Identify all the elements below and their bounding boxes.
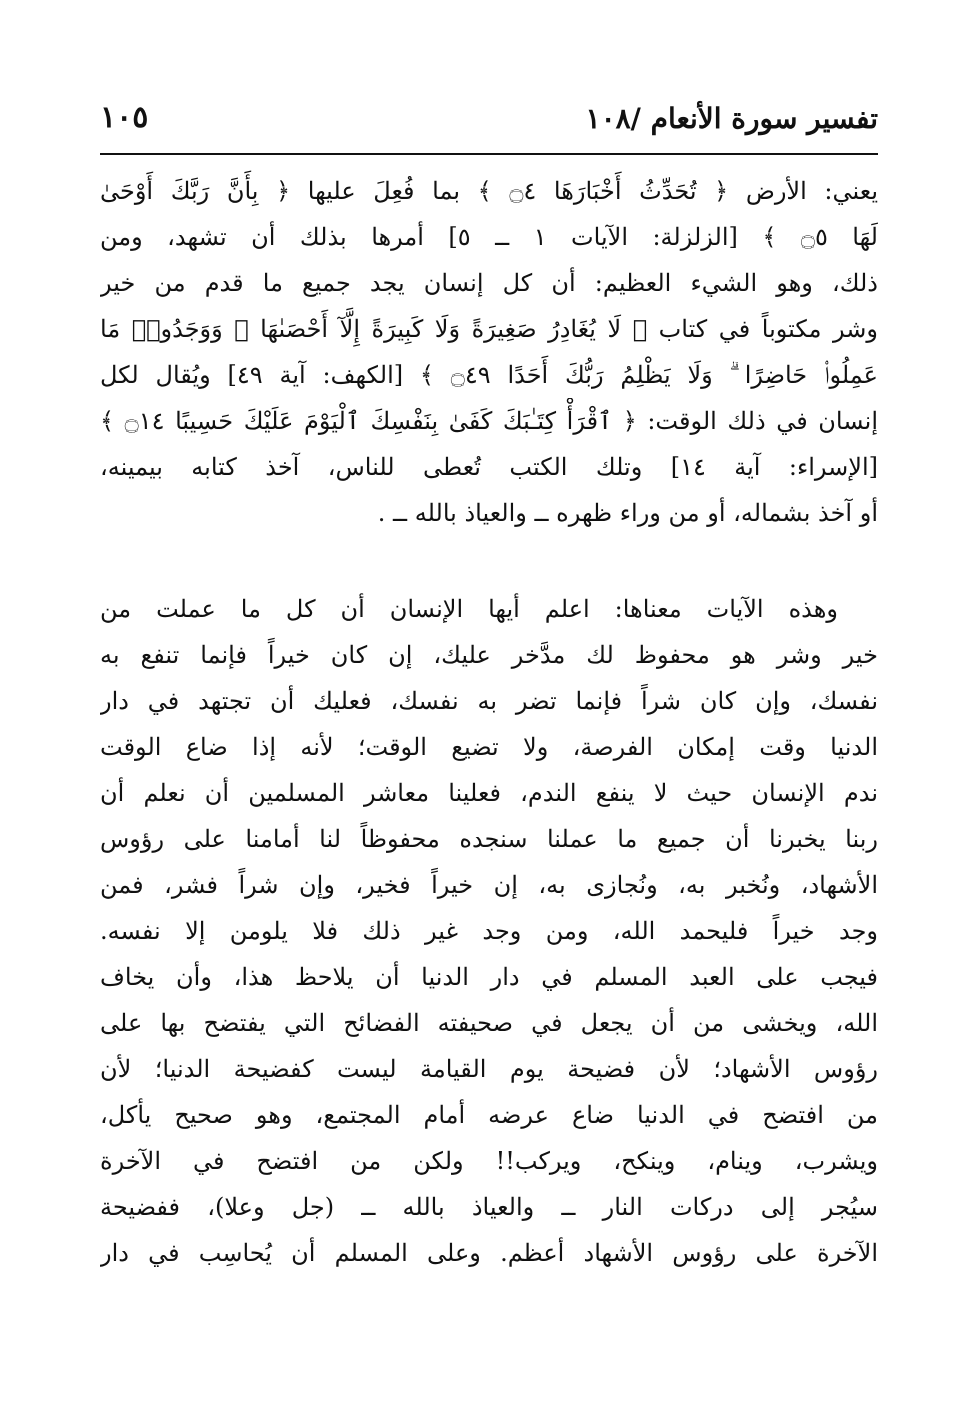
text-line: [الإسراء: آية ١٤] وتلك الكتب تُعطى للناس، آخذ كتابه بيمينه، [100,453,878,481]
paragraph-1 [100,168,878,536]
text-line: من افتضح في الدنيا ضاع عرضه أمام المجتمع، وهو صحيح يأكل، [100,1101,878,1129]
text-line: وهذه الآيات معناها: اعلم أيها الإنسان أن كل ما عملت من [100,595,838,623]
text-line: ويشرب، وينام، وينكح، ويركب!! ولكن من افتضح في الآخرة [100,1147,878,1175]
text-line: سيُجر إلى دركات النار ــ والعياذ بالله ــ (جل وعلا)، ففضيحة [100,1193,878,1221]
page-body [100,168,878,1276]
page-number: ١٠٥ [100,100,149,135]
text-line: الآخرة على رؤوس الأشهاد أعظم. وعلى المسلم أن يُحاسِب في دار [100,1239,878,1267]
text-line: ندم الإنسان حيث لا ينفع الندم، فعلينا معاشر المسلمين أن نعلم أن [100,779,878,807]
paragraph-2 [100,586,878,1276]
page-header [100,100,878,148]
text-line: عَمِلُوا۟ حَاضِرًا ۗ وَلَا يَظْلِمُ رَبُّكَ أَحَدًا ۝٤٩ ﴾ [الكهف: آية ٤٩] ويُقال لكل [100,361,878,389]
text-line: الله، ويخشى من أن يجعل في صحيفته الفضائح التي يفتضح بها على [100,1009,878,1037]
text-line: نفسك، وإن كان شراً فإنما تضر به نفسك، فعليك أن تجتهد في دار [100,687,878,715]
text-line: الأشهاد، ونُخبر به، ونُجازى به، إن خيراً فخير، وإن شراً فشر، فمن [100,871,878,899]
text-line: يعني: الأرض ﴿ تُحَدِّثُ أَخْبَارَهَا ۝٤ ﴾ بما فُعِلَ عليها ﴿ بِأَنَّ رَبَّكَ أَوْحَىٰ [100,177,878,205]
text-line: وجد خيراً فليحمد الله، ومن وجد غير ذلك فلا يلومن إلا نفسه. [100,917,878,945]
text-line: رؤوس الأشهاد؛ لأن فضيحة يوم القيامة ليست كفضيحة الدنيا؛ لأن [100,1055,878,1083]
text-line: وشر مكتوباً في كتاب ﴿ لَا يُغَادِرُ صَغِيرَةً وَلَا كَبِيرَةً إِلَّآ أَحْصَىٰهَا ۚ وَوَجَدُوا۟ مَا [100,315,878,343]
text-line: الدنيا وقت إمكان الفرصة، ولا تضيع الوقت؛ لأنه إذا ضاع الوقت [100,733,878,761]
text-line: فيجب على العبد المسلم في دار الدنيا أن يلاحظ هذا، وأن يخاف [100,963,878,991]
paragraph-spacer [100,536,878,586]
text-line: خير وشر هو محفوظ لك مدَّخر عليك، إن كان خيراً فإنما تنفع به [100,641,878,669]
running-title: تفسير سورة الأنعام /١٠٨ [585,102,878,135]
text-line: ربنا يخبرنا أن جميع ما عملنا سنجده محفوظاً لنا أمامنا على رؤوس [100,825,878,853]
text-line: لَهَا ۝٥ ﴾ [الزلزلة: الآيات ١ ــ ٥] أمرها بذلك أن تشهد، ومن [100,223,878,251]
header-divider [100,153,878,155]
text-line: أو آخذ بشماله، أو من وراء ظهره ــ والعياذ بالله ــ . [377,499,878,527]
text-line: إنسان في ذلك الوقت: ﴿ ٱقْرَأْ كِتَـٰبَكَ كَفَىٰ بِنَفْسِكَ ٱلْيَوْمَ عَلَيْكَ حَسِيبًا ۝١٤ ﴾ [100,407,878,435]
text-line: ذلك، وهو الشيء العظيم: أن كل إنسان يجد جميع ما قدم من خير [100,269,878,297]
